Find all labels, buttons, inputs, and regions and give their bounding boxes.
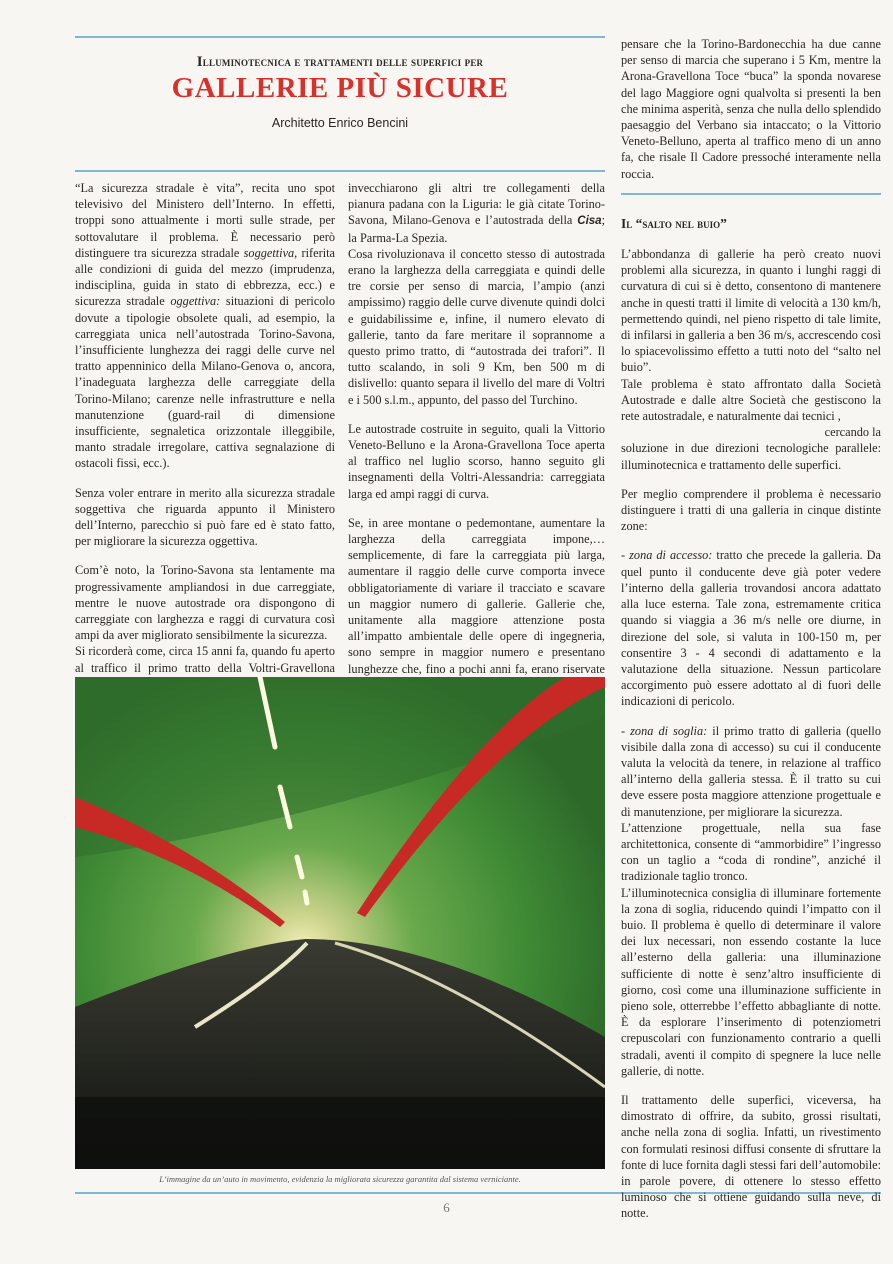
col3-paragraph-7: L’attenzione progettuale, nella sua fase architettonica, consente di “ammorbidire” l’ingresso con un taglio a “coda di rondine”, anziché il tradizionale taglio tronco.	[621, 820, 881, 884]
col2-paragraph-4: Se, in aree montane o pedemontane, aumentare la larghezza della carreggiata impone,… semplicemente, di fare la carreggiata più larga, aumentare il raggio delle curve comporta invece obbligatoriamente di variare il tracciato e scavare un maggior numero di gallerie. Gallerie che, unitamente alla maggiore attenzione posta all’impatto ambientale delle opere di ingegneria, sono sempre in maggior numero e presentano lunghezze che, fino a pochi anni fa, erano riservate	[348, 515, 605, 676]
tunnel-illustration	[75, 677, 605, 1169]
col2-paragraph-1: invecchiarono gli altri tre collegamenti della pianura padana con la Liguria: le già citate Torino-Savona, Milano-Genova e l’autostrada della Cisa; la Parma-La Spezia.	[348, 181, 605, 245]
text-column-1	[75, 180, 335, 692]
col3-paragraph-9: Il trattamento delle superfici, viceversa, ha dimostrato di offrire, da subito, grossi risultati, anche nella zona di soglia. Infatti, un rivestimento con formulati resinosi diffusi consente di sfruttare la fonte di luce fornita dagli stessi fari dell’automobile: in parole povere, di ottenere lo stesso effetto luminoso che si ottiene guidando sulla neve, di notte.	[621, 1092, 881, 1221]
col3-paragraph-8: L’illuminotecnica consiglia di illuminare fortemente la zona di soglia, riducendo quindi l’impatto con il buio. Il problema è quello di determinare il valore dei lux necessari, non essendo costante la luce all’esterno della galleria: una illuminazione sufficiente di notte è senz’altro insufficiente di giorno, così come una illuminazione sufficiente in pieno sole, otterrebbe l’effetto abbagliante di notte. È da esplorare l’inserimento di potenziometri crepuscolari con funzionamento contrario a quelli stradali, aventi il compito di spegnere la luce nelle gallerie, di notte.	[621, 885, 881, 1078]
header-bottom-rule	[75, 170, 605, 172]
photo-caption: L’immagine da un’auto in movimento, evidenzia la migliorata sicurezza garantita dal sistema verniciante.	[159, 1174, 521, 1184]
col3-paragraph-5: - zona di accesso: tratto che precede la galleria. Da quel punto il conducente deve già poter vedere l’interno della galleria trovandosi ancora adattato alla luce esterna. Tale zona, estremamente critica quando si viaggia a 36 m/s nelle ore diurne, in direzione del sole, si valuta in 100-150 m, per consentire 3 - 4 secondi di adattamento e la valutazione della situazione. Nessun particolare accorgimento può essere adottato al di fuori delle indicazioni di pericolo.	[621, 548, 881, 709]
text-column-3	[621, 36, 881, 1222]
page-number: 6	[443, 1200, 450, 1215]
tunnel-photo	[75, 677, 605, 1169]
dashboard-shadow	[75, 1097, 605, 1169]
col2-paragraph-3: Le autostrade costruite in seguito, quali la Vittorio Veneto-Belluno e la Arona-Gravellona Toce aperta al traffico nel luglio scorso, hanno seguito gli insegnamenti della Voltri-Alessandria: carreggiata larga ed ampi raggi di curva.	[348, 421, 605, 501]
article-kicker: Illuminotecnica e trattamenti delle superfici per	[196, 54, 484, 70]
col1-paragraph-1: “La sicurezza stradale è vita”, recita uno spot televisivo del Ministero dell’Interno. In effetti, troppi sono attualmente i morti sulle strade, per sottovalutare il problema. È necessario però distinguere tra sicurezza stradale soggettiva, riferita alle condizioni di guida del mezzo (imprudenza, indisciplina, guida in stato di ebbrezza, ecc.) e sicurezza stradale oggettiva: situazioni di pericolo dovute a tipologie obsolete quali, ad esempio, la carreggiata unica nell’autostrada Torino-Savona, l’insufficiente lunghezza dei raggi delle curve nel tratto appenninico della Milano-Genova o, ancora, l’inadeguata larghezza delle carreggiate della Torino-Milano; carenze nelle infrastrutture e nella manutenzione (guard-rail di dimensione insufficiente, segnaletica orizzontale illeggibile, manto stradale irregolare, cattiva segnalazione di ostacoli fissi, ecc.).	[75, 181, 335, 471]
section-heading: Il “salto nel buio”	[621, 215, 727, 231]
col3-paragraph-4: Per meglio comprendere il problema è necessario distinguere i tratti di una galleria in cinque distinte zone:	[621, 486, 881, 534]
col1-paragraph-3: Com’è noto, la Torino-Savona sta lentamente ma progressivamente ampliandosi in due carreggiate, mentre le nuove autostrade ora dispongono di carreggiate con larghezza e raggi di curvatura così ampi da aver migliorato sensibilmente la sicurezza.	[75, 563, 335, 643]
col3-paragraph-3: Tale problema è stato affrontato dalla Società Autostrade e dalle altre Società che gestiscono la rete autostradale, e naturalmente dai tecnici , cercando la soluzione in due direzioni tecnologiche parallele: illuminotecnica e trattamento delle superfici.	[621, 376, 881, 472]
article-title: GALLERIE PIÙ SICURE	[171, 72, 509, 104]
col1-paragraph-2: Senza voler entrare in merito alla sicurezza stradale soggettiva che riguarda appunto il Ministero dell’Interno, parecchio si può fare ed è stato fatto, per migliorare la sicurezza oggettiva.	[75, 485, 335, 549]
col3-paragraph-6: - zona di soglia: il primo tratto di galleria (quello visibile dalla zona di accesso) su cui il conducente valuta la velocità da tenere, in relazione al traffico all’interno della galleria stessa. È il tratto su cui deve essere posta maggiore attenzione progettuale e di manutenzione, per migliorare la sicurezza.	[621, 723, 881, 819]
article-author: Architetto Enrico Bencini	[271, 116, 409, 130]
col1-paragraph-4: Si ricorderà come, circa 15 anni fa, quando fu aperto al traffico il primo tratto della Voltri-Gravellona	[75, 644, 335, 675]
top-rule	[75, 36, 605, 38]
col3-paragraph-2: L’abbondanza di gallerie ha però creato nuovi problemi alla sicurezza, in quanto i lunghi raggi di curvatura di cui si è detto, consentono di mantenere anche in questi tratti il limite di velocità a 130 km/h, permettendo quindi, nel pieno rispetto di tale limite, di infilarsi in galleria a ben 36 m/s, accrescendo così lo spiacevolissimo effetto a tutti noto del “salto nel buio”.	[621, 247, 881, 375]
text-column-2	[348, 180, 605, 693]
col3-paragraph-1: pensare che la Torino-Bardonecchia ha due canne per senso di marcia che superano i 5 Km, mentre la Arona-Gravellona Toce “buca” la sponda novarese del lago Maggiore ogni qualvolta si presenti la ben che minima asperità, senza che nulla dello splendido paesaggio del Verbano sia intaccato; o la Vittorio Veneto-Belluno, aperta al traffico meno di un anno fa, che risale Il Cadore pressoché interamente nella roccia.	[621, 37, 881, 181]
col2-paragraph-2: Cosa rivoluzionava il concetto stesso di autostrada erano la larghezza della carreggiata e quindi delle tre corsie per senso di marcia, l’ampio (anzi ampissimo) raggio delle curve divenute quindi dolci e guidabilissime e, infine, il numero elevato di gallerie, tanto da fare meritare il soprannome a questo primo tratto, di “autostrada dei trafori”. Il tutto scalando, in soli 9 Km, ben 500 m di dislivello: quanto separa il livello del mare di Voltri e i 500 s.l.m., appunto, del passo del Turchino.	[348, 246, 605, 407]
